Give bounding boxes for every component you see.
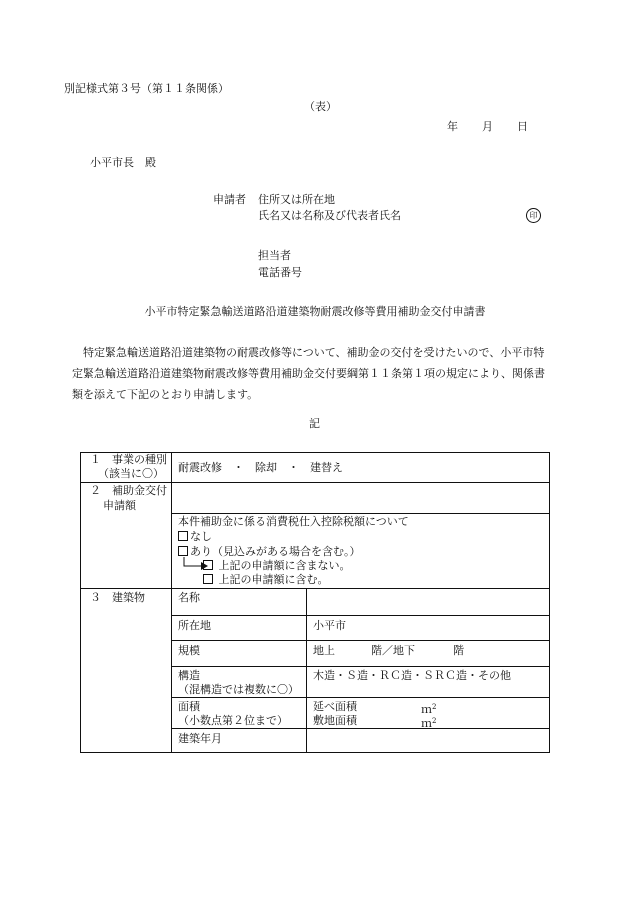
row-line-3	[81, 588, 549, 589]
checkbox-icon[interactable]	[178, 531, 188, 541]
row-line-5	[172, 640, 549, 641]
scale-floors-label: 階／地下	[371, 644, 415, 657]
subsidy-amount-label: ２ 補助金交付	[90, 484, 167, 497]
document-title: 小平市特定緊急輸送道路沿道建築物耐震改修等費用補助金交付申請書	[144, 305, 486, 318]
scale-basement-floors-label: 階	[453, 644, 464, 657]
col-divider-main	[171, 453, 172, 752]
contact-label: 担当者	[258, 249, 291, 262]
building-scale-label: 規模	[178, 644, 200, 657]
tax-option-include[interactable]	[203, 573, 329, 587]
checkbox-icon[interactable]	[203, 560, 213, 570]
ki-label: 記	[309, 417, 320, 430]
scale-above-label: 地上	[313, 644, 335, 657]
row-line-7	[172, 697, 549, 698]
checkbox-icon[interactable]	[178, 546, 188, 556]
business-type-options[interactable]: 耐震改修 ・ 除却 ・ 建替え	[178, 461, 343, 474]
floor-area-label: 延べ面積	[313, 700, 357, 713]
business-type-note: （該当に〇）	[98, 467, 164, 480]
tax-option-exclude[interactable]	[203, 559, 351, 573]
checkbox-icon[interactable]	[203, 574, 213, 584]
building-location-label: 所在地	[178, 619, 211, 632]
building-label: ３ 建築物	[90, 591, 145, 604]
address-label: 住所又は所在地	[258, 193, 335, 206]
date-day: 日	[517, 120, 528, 133]
tax-option-exclude-label: 上記の申請額に含まない。	[218, 559, 351, 572]
body-paragraph: 特定緊急輸送道路沿道建築物の耐震改修等について、補助金の交付を受けたいので、小平市特定緊急輸送道路沿道建築物耐震改修等費用補助金交付要綱第１１条第１項の規定により、関係書類を添えて下記のとおり申請します。	[72, 346, 545, 401]
form-side: （表）	[304, 100, 337, 113]
addressee: 小平市長 殿	[90, 156, 156, 169]
row-line-1	[81, 482, 549, 483]
date-month: 月	[482, 120, 493, 133]
site-area-label: 敷地面積	[313, 714, 357, 727]
tax-none-label: なし	[190, 530, 212, 543]
area-note: （小数点第２位まで）	[178, 714, 288, 727]
subsidy-amount-sublabel: 申請額	[103, 499, 136, 512]
floor-area-unit: ｍ$^2$	[421, 703, 437, 716]
area-label: 面積	[178, 700, 200, 713]
row-line-2	[172, 513, 549, 514]
tax-option-include-label: 上記の申請額に含む。	[218, 573, 329, 586]
site-area-unit: ｍ$^2$	[421, 717, 437, 730]
applicant-role: 申請者	[213, 193, 246, 206]
building-name-label: 名称	[178, 591, 200, 604]
building-location-value: 小平市	[313, 619, 346, 632]
row-line-8	[172, 728, 549, 729]
form-number: 別記様式第３号（第１１条関係）	[64, 82, 229, 95]
structure-note: （混構造では複数に〇）	[178, 683, 299, 696]
seal-mark: 印	[526, 208, 541, 223]
application-table	[80, 452, 550, 753]
row-line-6	[172, 666, 549, 667]
business-type-label: １ 事業の種別	[90, 453, 167, 466]
name-label: 氏名又は名称及び代表者氏名	[258, 209, 401, 222]
date-year: 年	[447, 120, 458, 133]
structure-label: 構造	[178, 669, 200, 682]
row-line-4	[172, 615, 549, 616]
tax-none-option[interactable]	[178, 530, 212, 544]
tax-exists-label: あり（見込みがある場合を含む。）	[190, 545, 361, 558]
phone-label: 電話番号	[258, 266, 302, 279]
construction-date-label: 建築年月	[178, 732, 222, 745]
tax-heading: 本件補助金に係る消費税仕入控除税額について	[178, 515, 409, 528]
structure-options[interactable]: 木造・Ｓ造・ＲＣ造・ＳＲＣ造・その他	[313, 669, 511, 682]
